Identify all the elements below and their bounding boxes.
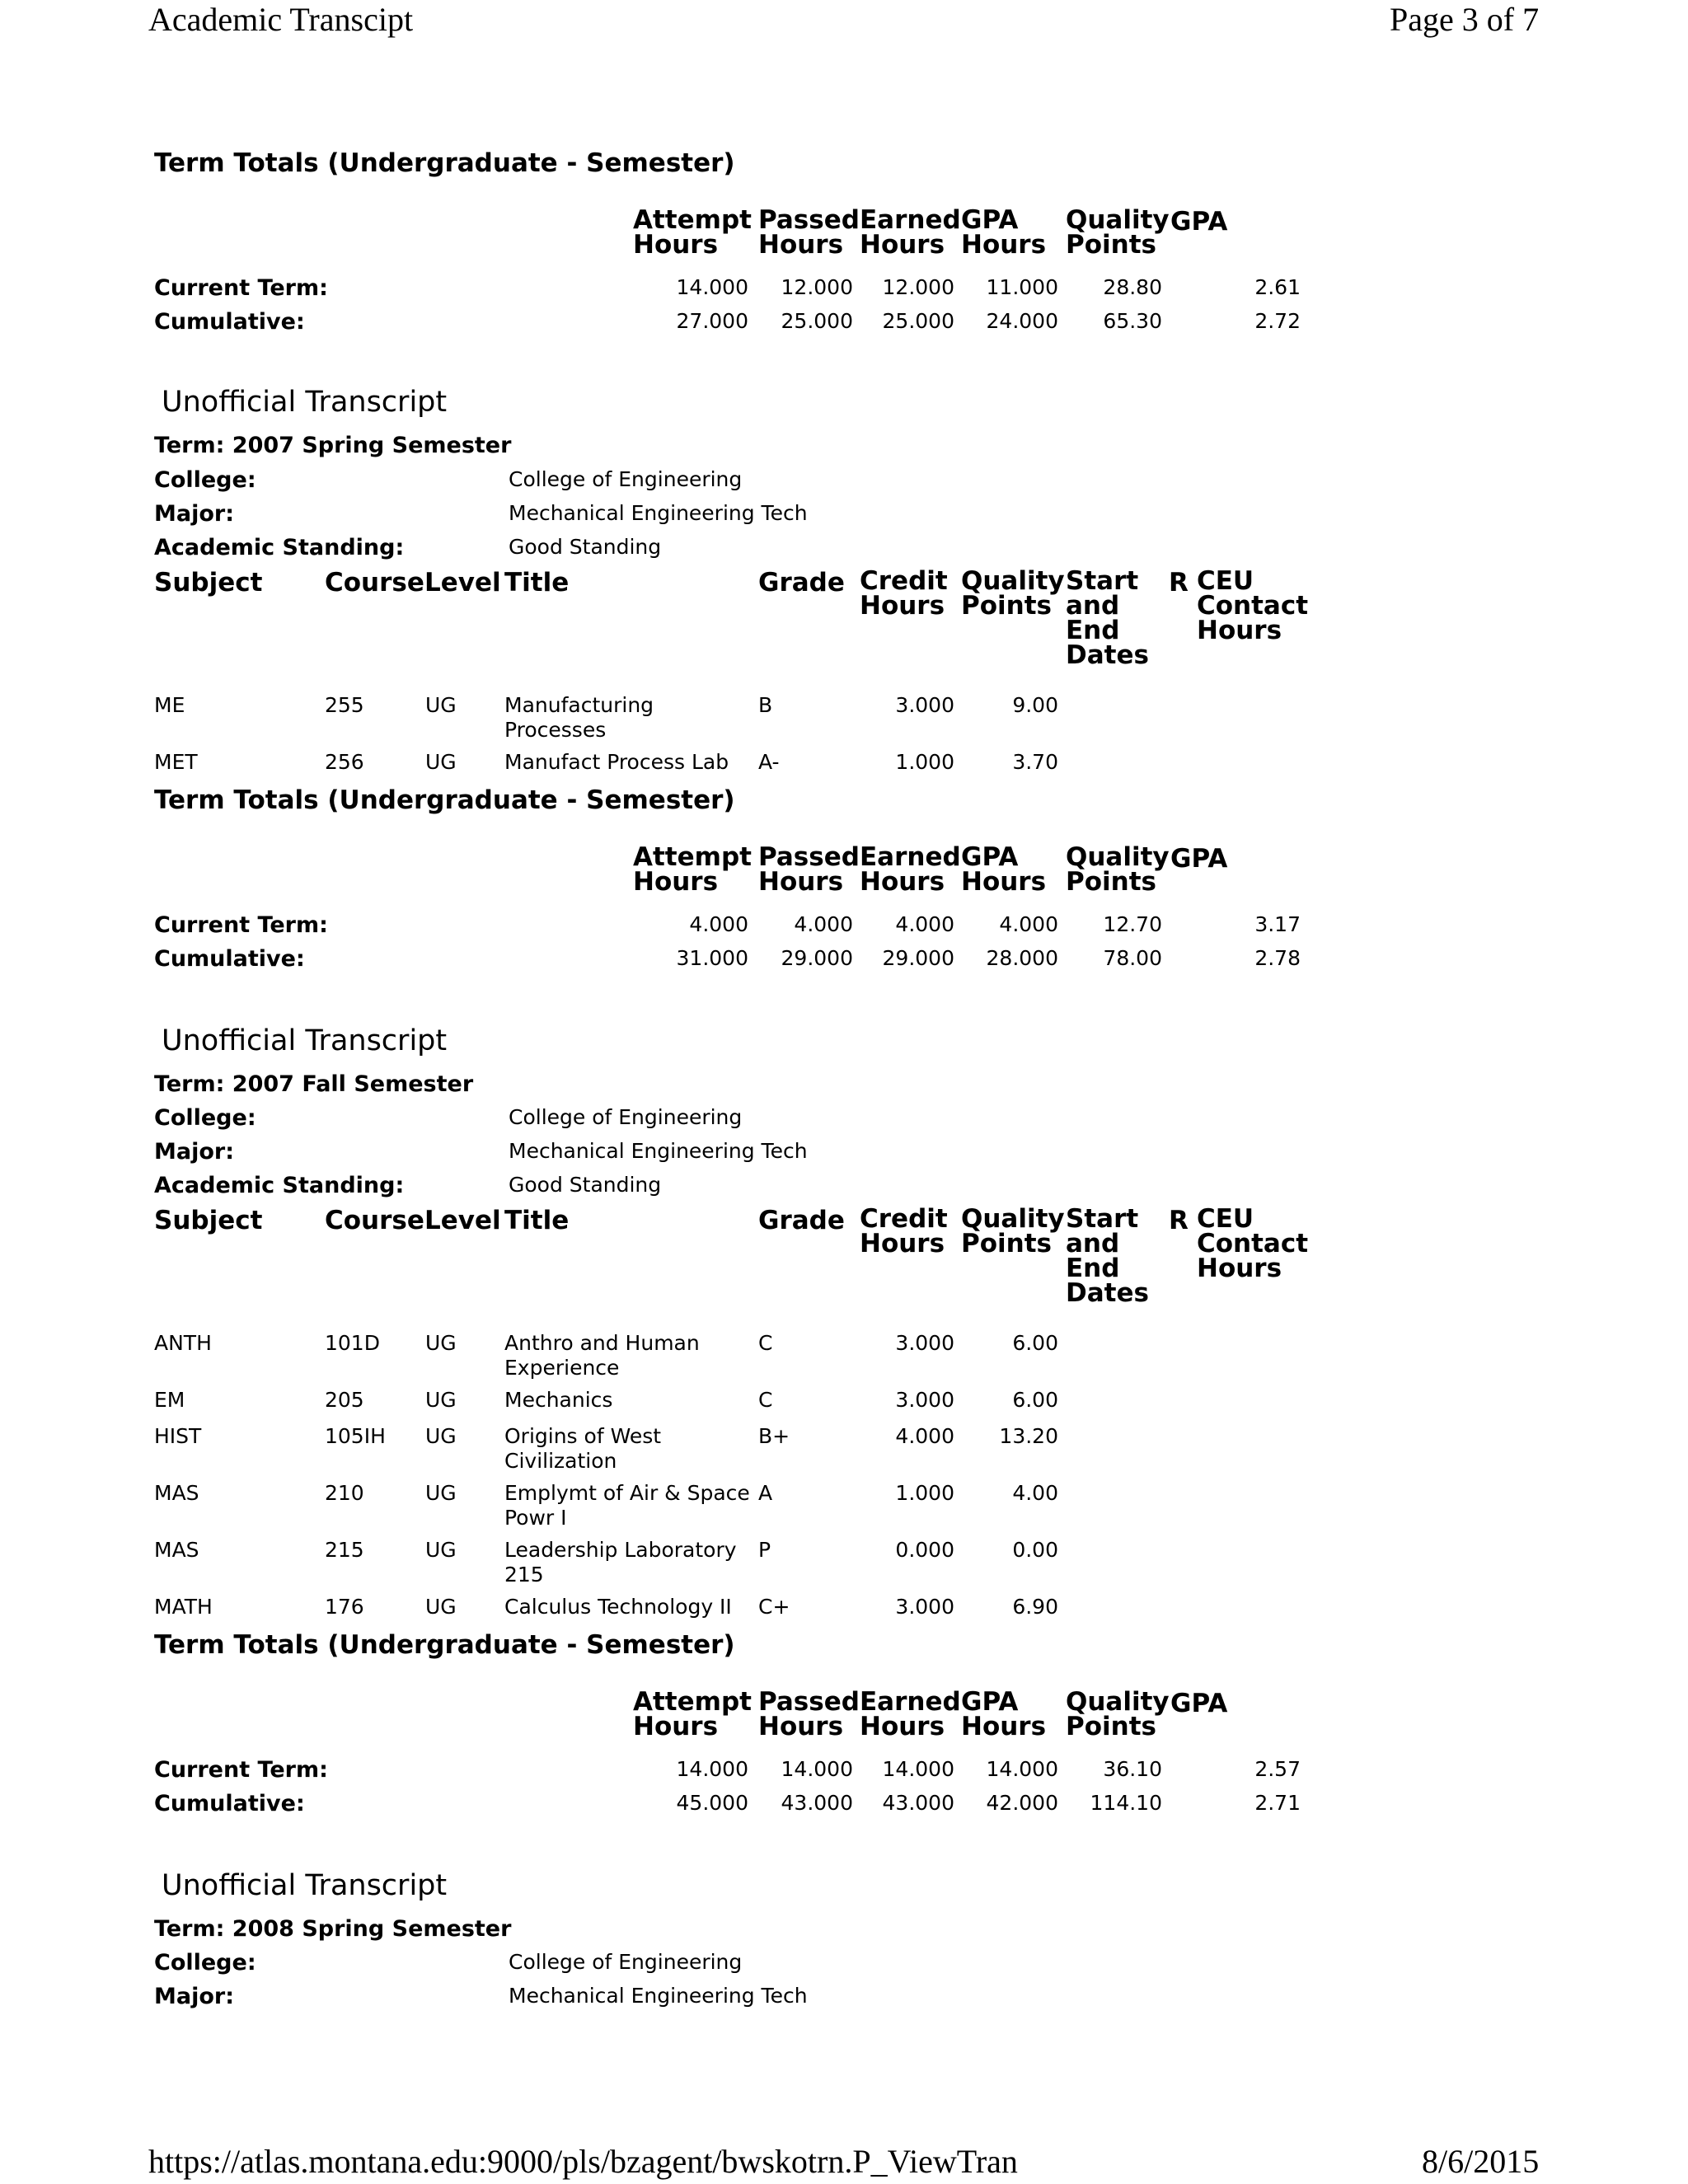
- course-header: Course: [325, 1206, 424, 1235]
- current-term-label: Current Term:: [154, 912, 328, 938]
- grade-header: Grade: [758, 1206, 845, 1235]
- course-quality-points: 6.00: [1012, 1331, 1058, 1355]
- college-value: College of Engineering: [509, 1950, 743, 1974]
- subject-header: Subject: [154, 568, 263, 598]
- passed-hours: 29.000: [781, 946, 853, 970]
- gpa-hours-header: GPA Hours: [961, 205, 1047, 260]
- attempt-hours: 27.000: [676, 309, 748, 333]
- course-title: Origins of West Civilization: [504, 1424, 662, 1473]
- course-quality-points: 4.00: [1012, 1481, 1058, 1505]
- college-label: College:: [154, 1950, 256, 1975]
- quality-points: 65.30: [1103, 309, 1162, 333]
- quality-points: 36.10: [1103, 1757, 1162, 1781]
- unofficial-transcript-heading: Unofficial Transcript: [162, 1869, 448, 1902]
- repeat-header: R: [1169, 568, 1189, 598]
- course-number: 215: [325, 1538, 364, 1562]
- cumulative-label: Cumulative:: [154, 946, 305, 972]
- quality-points-header: Quality Points: [1066, 1687, 1170, 1741]
- gpa: 2.61: [1254, 275, 1301, 299]
- academic-standing-label: Academic Standing:: [154, 1173, 405, 1198]
- course-subject: ME: [154, 693, 185, 717]
- academic-standing-label: Academic Standing:: [154, 535, 405, 560]
- course-grade: C: [758, 1331, 773, 1355]
- term-heading: Term: 2007 Fall Semester: [154, 1071, 474, 1097]
- gpa-header: GPA: [1170, 207, 1228, 237]
- credit-hours-header: Credit Hours: [860, 1204, 948, 1258]
- gpa-hours-header: GPA Hours: [961, 842, 1047, 897]
- major-label: Major:: [154, 1984, 235, 2009]
- course-quality-points: 0.00: [1012, 1538, 1058, 1562]
- grade-header: Grade: [758, 568, 845, 598]
- gpa: 2.72: [1254, 309, 1301, 333]
- college-value: College of Engineering: [509, 467, 743, 491]
- course-level: UG: [425, 1424, 457, 1448]
- term-totals-heading: Term Totals (Undergraduate - Semester): [154, 1630, 735, 1660]
- course-credit-hours: 4.000: [895, 1424, 954, 1448]
- course-level: UG: [425, 1538, 457, 1562]
- quality-points: 12.70: [1103, 912, 1162, 936]
- footer-url: https://atlas.montana.edu:9000/pls/bzagent/bwskotrn.P_ViewTran: [148, 2143, 1018, 2180]
- title-header: Title: [504, 1206, 570, 1235]
- course-grade: B: [758, 693, 773, 717]
- major-label: Major:: [154, 1139, 235, 1165]
- course-credit-hours: 3.000: [895, 693, 954, 717]
- quality-points-header: Quality Points: [961, 1204, 1065, 1258]
- attempt-hours: 31.000: [676, 946, 748, 970]
- term-totals-heading: Term Totals (Undergraduate - Semester): [154, 785, 735, 815]
- course-credit-hours: 3.000: [895, 1595, 954, 1619]
- gpa-hours: 14.000: [986, 1757, 1058, 1781]
- dates-header: Start and End Dates: [1066, 566, 1149, 670]
- major-value: Mechanical Engineering Tech: [509, 1139, 808, 1163]
- course-credit-hours: 0.000: [895, 1538, 954, 1562]
- quality-points-header: Quality Points: [1066, 842, 1170, 897]
- course-quality-points: 6.00: [1012, 1388, 1058, 1412]
- course-number: 210: [325, 1481, 364, 1505]
- course-quality-points: 3.70: [1012, 750, 1058, 774]
- earned-hours: 4.000: [895, 912, 954, 936]
- course-level: UG: [425, 1595, 457, 1619]
- attempt-hours-header: Attempt Hours: [633, 205, 752, 260]
- gpa-hours: 28.000: [986, 946, 1058, 970]
- passed-hours-header: Passed Hours: [758, 205, 860, 260]
- college-label: College:: [154, 1105, 256, 1131]
- course-subject: HIST: [154, 1424, 202, 1448]
- gpa-header: GPA: [1170, 844, 1228, 874]
- gpa-hours: 11.000: [986, 275, 1058, 299]
- course-grade: A-: [758, 750, 780, 774]
- earned-hours: 12.000: [882, 275, 954, 299]
- earned-hours-header: Earned Hours: [860, 205, 961, 260]
- cumulative-label: Cumulative:: [154, 1791, 305, 1816]
- passed-hours-header: Passed Hours: [758, 1687, 860, 1741]
- passed-hours: 14.000: [781, 1757, 853, 1781]
- course-subject: EM: [154, 1388, 185, 1412]
- ceu-contact-hours-header: CEU Contact Hours: [1197, 1204, 1309, 1283]
- document-title: Academic Transcipt: [148, 1, 414, 38]
- course-title: Calculus Technology II: [504, 1595, 732, 1619]
- course-credit-hours: 3.000: [895, 1388, 954, 1412]
- level-header: Level: [424, 1206, 501, 1235]
- subject-header: Subject: [154, 1206, 263, 1235]
- level-header: Level: [424, 568, 501, 598]
- gpa-hours: 42.000: [986, 1791, 1058, 1815]
- course-grade: B+: [758, 1424, 790, 1448]
- footer-date: 8/6/2015: [1422, 2143, 1540, 2180]
- course-title: Leadership Laboratory 215: [504, 1538, 737, 1586]
- term-heading: Term: 2007 Spring Semester: [154, 433, 512, 458]
- course-quality-points: 9.00: [1012, 693, 1058, 717]
- gpa-hours: 4.000: [999, 912, 1058, 936]
- attempt-hours: 45.000: [676, 1791, 748, 1815]
- attempt-hours: 14.000: [676, 275, 748, 299]
- dates-header: Start and End Dates: [1066, 1204, 1149, 1308]
- college-label: College:: [154, 467, 256, 493]
- quality-points-header: Quality Points: [1066, 205, 1170, 260]
- major-value: Mechanical Engineering Tech: [509, 501, 808, 525]
- gpa: 2.71: [1254, 1791, 1301, 1815]
- passed-hours: 43.000: [781, 1791, 853, 1815]
- academic-standing-value: Good Standing: [509, 1173, 662, 1197]
- course-header: Course: [325, 568, 424, 598]
- credit-hours-header: Credit Hours: [860, 566, 948, 621]
- earned-hours: 14.000: [882, 1757, 954, 1781]
- course-level: UG: [425, 693, 457, 717]
- attempt-hours-header: Attempt Hours: [633, 1687, 752, 1741]
- earned-hours-header: Earned Hours: [860, 842, 961, 897]
- course-title: Emplymt of Air & Space Powr I: [504, 1481, 750, 1530]
- cumulative-label: Cumulative:: [154, 309, 305, 335]
- earned-hours: 43.000: [882, 1791, 954, 1815]
- major-label: Major:: [154, 501, 235, 527]
- course-subject: MAS: [154, 1538, 199, 1562]
- title-header: Title: [504, 568, 570, 598]
- course-grade: A: [758, 1481, 773, 1505]
- current-term-label: Current Term:: [154, 1757, 328, 1783]
- passed-hours: 4.000: [794, 912, 853, 936]
- gpa-header: GPA: [1170, 1689, 1228, 1718]
- course-number: 101D: [325, 1331, 380, 1355]
- quality-points: 28.80: [1103, 275, 1162, 299]
- course-subject: MET: [154, 750, 198, 774]
- attempt-hours: 14.000: [676, 1757, 748, 1781]
- course-grade: C: [758, 1388, 773, 1412]
- repeat-header: R: [1169, 1206, 1189, 1235]
- course-grade: C+: [758, 1595, 790, 1619]
- major-value: Mechanical Engineering Tech: [509, 1984, 808, 2008]
- earned-hours: 25.000: [882, 309, 954, 333]
- gpa-hours: 24.000: [986, 309, 1058, 333]
- course-subject: MAS: [154, 1481, 199, 1505]
- term-heading: Term: 2008 Spring Semester: [154, 1916, 512, 1942]
- course-credit-hours: 1.000: [895, 1481, 954, 1505]
- gpa: 2.78: [1254, 946, 1301, 970]
- course-grade: P: [758, 1538, 771, 1562]
- passed-hours-header: Passed Hours: [758, 842, 860, 897]
- course-level: UG: [425, 1388, 457, 1412]
- course-title: Mechanics: [504, 1388, 613, 1412]
- unofficial-transcript-heading: Unofficial Transcript: [162, 386, 448, 419]
- quality-points: 114.10: [1090, 1791, 1162, 1815]
- gpa: 2.57: [1254, 1757, 1301, 1781]
- course-number: 176: [325, 1595, 364, 1619]
- course-level: UG: [425, 1481, 457, 1505]
- current-term-label: Current Term:: [154, 275, 328, 301]
- course-number: 255: [325, 693, 364, 717]
- course-credit-hours: 1.000: [895, 750, 954, 774]
- course-level: UG: [425, 750, 457, 774]
- course-title: Manufact Process Lab: [504, 750, 729, 774]
- term-totals-heading: Term Totals (Undergraduate - Semester): [154, 148, 735, 178]
- ceu-contact-hours-header: CEU Contact Hours: [1197, 566, 1309, 645]
- course-number: 256: [325, 750, 364, 774]
- earned-hours: 29.000: [882, 946, 954, 970]
- page-number: Page 3 of 7: [1390, 1, 1540, 38]
- quality-points-header: Quality Points: [961, 566, 1065, 621]
- gpa: 3.17: [1254, 912, 1301, 936]
- course-subject: ANTH: [154, 1331, 212, 1355]
- passed-hours: 25.000: [781, 309, 853, 333]
- course-credit-hours: 3.000: [895, 1331, 954, 1355]
- course-quality-points: 6.90: [1012, 1595, 1058, 1619]
- course-number: 105IH: [325, 1424, 386, 1448]
- college-value: College of Engineering: [509, 1105, 743, 1129]
- unofficial-transcript-heading: Unofficial Transcript: [162, 1024, 448, 1057]
- course-title: Anthro and Human Experience: [504, 1331, 700, 1380]
- course-number: 205: [325, 1388, 364, 1412]
- quality-points: 78.00: [1103, 946, 1162, 970]
- passed-hours: 12.000: [781, 275, 853, 299]
- academic-standing-value: Good Standing: [509, 535, 662, 559]
- earned-hours-header: Earned Hours: [860, 1687, 961, 1741]
- attempt-hours: 4.000: [689, 912, 748, 936]
- course-subject: MATH: [154, 1595, 213, 1619]
- course-level: UG: [425, 1331, 457, 1355]
- course-title: Manufacturing Processes: [504, 693, 654, 742]
- gpa-hours-header: GPA Hours: [961, 1687, 1047, 1741]
- course-quality-points: 13.20: [999, 1424, 1058, 1448]
- attempt-hours-header: Attempt Hours: [633, 842, 752, 897]
